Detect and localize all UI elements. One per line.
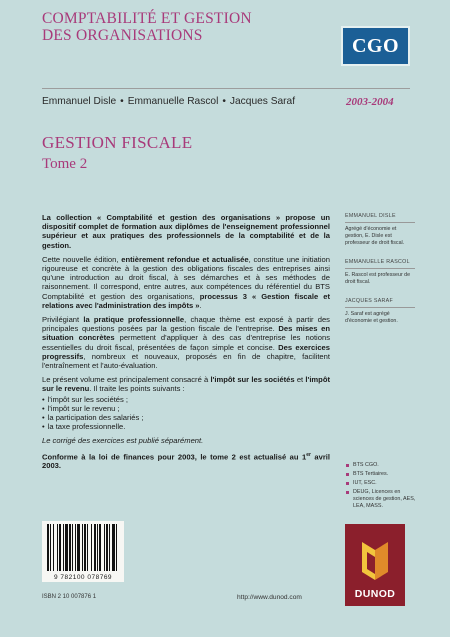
solutions-note: Le corrigé des exercices est publié séparément. [42, 436, 204, 446]
list-item: BTS CGO. [346, 462, 418, 469]
publisher-emblem-icon [345, 530, 405, 590]
barcode-bar [57, 524, 58, 571]
barcode-bar [50, 524, 51, 571]
isbn: ISBN 2 10 007876 1 [42, 594, 97, 600]
barcode-number: 9 782100 078769 [42, 573, 124, 582]
list-item: DEUG, Licences en sciences de gestion, AES, LEA, MASS. [346, 489, 418, 510]
topics-list [42, 395, 330, 432]
bio-name: EMMANUELLE RASCOL [345, 259, 410, 265]
book-tome: Tome 2 [42, 156, 88, 172]
barcode-bar [109, 524, 110, 571]
barcode-bars [42, 521, 124, 573]
barcode-bar [65, 524, 68, 571]
barcode-bar [69, 524, 71, 571]
author-name: Emmanuelle Rascol [127, 96, 219, 107]
barcode-bar [112, 524, 115, 571]
author-bios [345, 213, 415, 337]
intro-paragraph: La collection « Comptabilité et gestion des organisations » propose un dispositif complet de formation aux diplômes de l'enseignement professionnel supérieur et aux pratiques des professionnels de la comptabilité et de la gestion. [42, 213, 330, 250]
barcode-bar [75, 524, 76, 571]
barcode-bar [53, 524, 54, 571]
barcode-bar [99, 524, 101, 571]
barcode-bar [104, 524, 105, 571]
author-list [42, 96, 295, 107]
barcode-bar [87, 524, 88, 571]
bio-text: Agrégé d'économie et gestion, E. Disle est professeur de droit fiscal. [345, 226, 405, 246]
barcode-bar [47, 524, 49, 571]
contents-paragraph: Le présent volume est principalement consacré à l'impôt sur les sociétés et l'impôt sur le revenu. Il traite les points suivants : [42, 375, 330, 394]
barcode-bar [84, 524, 86, 571]
list-item: IUT, ESC. [346, 480, 418, 487]
bio-name: JACQUES SARAF [345, 298, 394, 304]
bio-text: J. Saraf est agrégé d'économie et gestion. [345, 311, 398, 324]
list-item: • la taxe professionnelle. [42, 422, 330, 431]
barcode-bar [94, 524, 96, 571]
barcode [42, 521, 124, 573]
bio-name: EMMANUEL DISLE [345, 213, 396, 219]
list-item: • l'impôt sur les sociétés ; [42, 395, 330, 404]
bullet-separator: • [120, 96, 124, 107]
series-title-line1: COMPTABILITÉ ET GESTION [42, 10, 252, 27]
barcode-bar [97, 524, 98, 571]
list-item: • la participation des salariés ; [42, 413, 330, 422]
list-item: • l'impôt sur le revenu ; [42, 404, 330, 413]
cgo-logo: CGO [341, 26, 410, 66]
barcode-bar [116, 524, 117, 571]
barcode-bar [59, 524, 61, 571]
publisher-name: DUNOD [354, 588, 396, 600]
bio-divider [345, 222, 415, 223]
publisher-url: http://www.dunod.com [237, 594, 302, 601]
author-name: Emmanuel Disle [42, 96, 117, 107]
barcode-bar [91, 524, 92, 571]
publisher-logo [345, 524, 405, 606]
barcode-bar [72, 524, 73, 571]
author-bio [345, 259, 415, 286]
list-item: BTS Tertiaires. [346, 471, 418, 478]
bullet-separator: • [222, 96, 226, 107]
barcode-bar [82, 524, 83, 571]
series-title-line2: DES ORGANISATIONS [42, 27, 203, 44]
header-divider [42, 88, 410, 89]
barcode-bar [77, 524, 80, 571]
edition-paragraph: Cette nouvelle édition, entièrement refondue et actualisée, constitue une initiation rigoureuse et concrète à la gestion des obligations fiscales des entreprises ainsi qu'une introduction au droit fiscal, à ses démarches et à ses méthodes de raisonnement. Il correspond, entre autres, aux compétences du référentiel du BTS Comptabilité et gestion des organisations, processus 3 « Gestion fiscale et relations avec l'administration des impôts ». [42, 254, 330, 310]
bio-divider [345, 268, 415, 269]
barcode-bar [106, 524, 108, 571]
book-title: GESTION FISCALE [42, 133, 193, 152]
finance-law-note: Conforme à la loi de finances pour 2003, le tome 2 est actualisé au 1er avril 2003. [42, 451, 330, 471]
audience-list [346, 462, 418, 512]
bio-text: E. Rascol est professeur de droit fiscal. [345, 272, 411, 285]
method-paragraph: Privilégiant la pratique professionnelle, chaque thème est exposé à partir des principales questions posées par la gestion fiscale de l'entreprise. Des mises en situation concrètes permettent d'appliquer à des cas d'entreprise les notions essentielles du droit fiscal, présentées de façon simple et concise. Des exercices progressifs, nombreux et nouveaux, proposés en fin de chapitre, facilitent l'entraînement et l'auto-évaluation. [42, 315, 331, 371]
edition-years: 2003-2004 [346, 96, 394, 108]
author-name: Jacques Saraf [229, 96, 296, 107]
barcode-bar [63, 524, 64, 571]
description-column [42, 213, 330, 476]
bio-divider [345, 307, 415, 308]
author-bio [345, 213, 415, 247]
series-title [42, 10, 332, 44]
author-bio [345, 298, 415, 325]
